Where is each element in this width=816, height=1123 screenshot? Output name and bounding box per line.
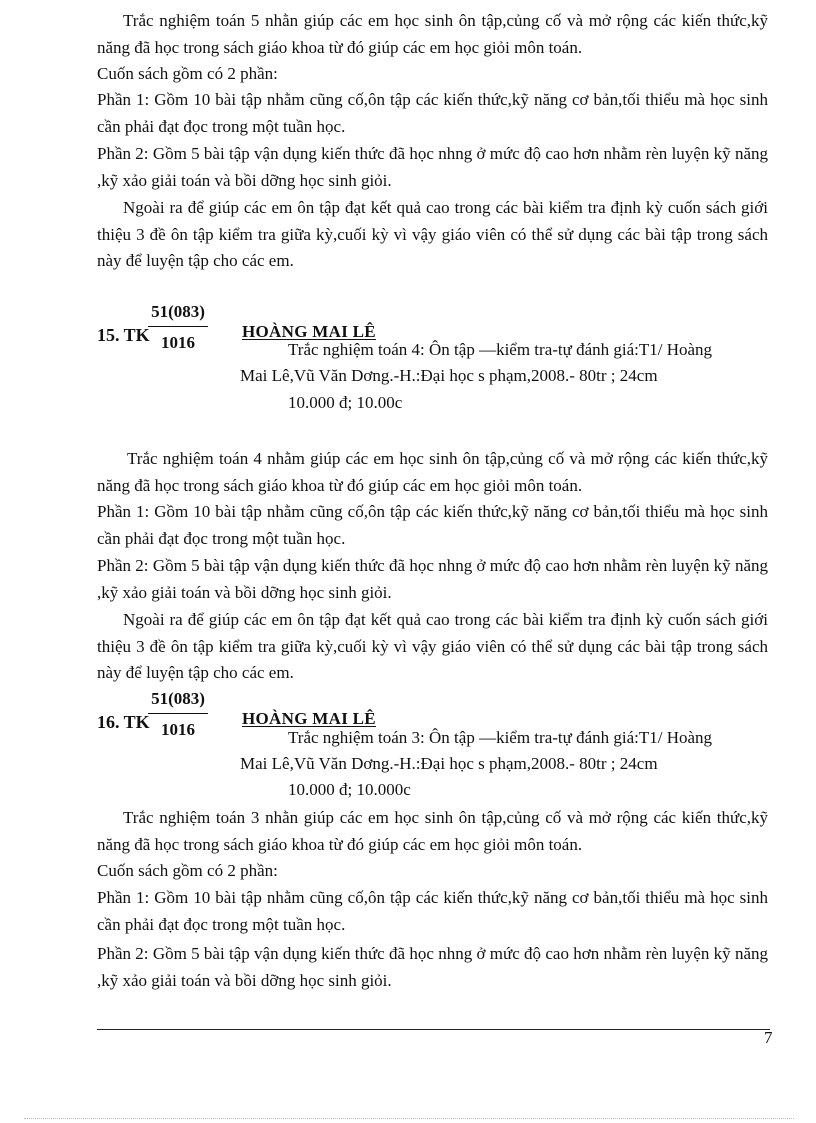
top-paragraph-parts: Cuốn sách gồm có 2 phần: [97,64,278,83]
entry-paragraph-intro: Trắc nghiệm toán 4 nhằm giúp các em học sinh ôn tập,củng cố và mở rộng các kiến thức,kỹ năng đã học trong sách giáo khoa từ đó giúp các em học giỏi môn toán. [97,449,768,495]
entry-price-line: 10.000 đ; 10.00c [288,393,403,412]
entry-title-line: Trắc nghiệm toán 4: Ôn tập —kiểm tra-tự đánh giá:T1/ Hoàng [288,340,713,359]
entry-paragraph-part2: Phần 2: Gồm 5 bài tập vận dụng kiến thức đã học nhng ở mức độ cao hơn nhằm rèn luyện kỹ năng ,kỹ xảo giải toán và bồi dỡng học sinh giỏi. [97,556,768,602]
top-paragraph-part1: Phần 1: Gồm 10 bài tập nhằm cũng cố,ôn tập các kiến thức,kỹ năng cơ bản,tối thiểu mà học sinh cần phải đạt đọc trong một tuần học. [97,90,768,136]
classification-denominator: 1016 [161,720,195,739]
entry-publisher-line: Mai Lê,Vũ Văn Dơng.-H.:Đại học s phạm,2008.- 80tr ; 24cm [240,366,658,385]
top-paragraph-extra: Ngoài ra để giúp các em ôn tập đạt kết quả cao trong các bài kiểm tra định kỳ cuốn sách giới thiệu 3 đề ôn tập kiểm tra giữa kỳ,cuối kỳ vì vậy giáo viên có thể sử dụng các bài tập trong sách này để luyện tập cho các em. [97,198,768,270]
entry-paragraph-parts: Cuốn sách gồm có 2 phần: [97,861,278,880]
entry-paragraph-extra: Ngoài ra để giúp các em ôn tập đạt kết quả cao trong các bài kiểm tra định kỳ cuốn sách giới thiệu 3 đề ôn tập kiểm tra giữa kỳ,cuối kỳ vì vậy giáo viên có thể sử dụng các bài tập trong sách này để luyện tập cho các em. [97,610,768,682]
classification-denominator: 1016 [161,333,195,352]
entry-author: HOÀNG MAI LÊ [242,322,376,341]
classification-fraction [148,689,208,740]
entry-paragraph-part1: Phần 1: Gồm 10 bài tập nhằm cũng cố,ôn tập các kiến thức,kỹ năng cơ bản,tối thiểu mà học sinh cần phải đạt đọc trong một tuần học. [97,888,768,934]
page-number: 7 [764,1028,773,1047]
entry-paragraph-part1: Phần 1: Gồm 10 bài tập nhằm cũng cố,ôn tập các kiến thức,kỹ năng cơ bản,tối thiểu mà học sinh cần phải đạt đọc trong một tuần học. [97,502,768,548]
page-bottom-dotted-edge [24,1118,794,1119]
entry-paragraph-intro: Trắc nghiệm toán 3 nhằn giúp các em học sinh ôn tập,củng cố và mở rộng các kiến thức,kỹ năng đã học trong sách giáo khoa từ đó giúp các em học giỏi môn toán. [97,808,768,854]
entry-number: 16. TK [97,712,150,732]
classification-fraction [148,302,208,353]
footer-divider [97,1029,770,1030]
classification-numerator: 51(083) [151,302,205,321]
fraction-bar [148,326,208,327]
entry-title-line: Trắc nghiệm toán 3: Ôn tập —kiểm tra-tự đánh giá:T1/ Hoàng [288,728,713,747]
entry-paragraph-part2: Phần 2: Gồm 5 bài tập vận dụng kiến thức đã học nhng ở mức độ cao hơn nhằm rèn luyện kỹ năng ,kỹ xảo giải toán và bồi dỡng học sinh giỏi. [97,944,768,990]
top-paragraph-part2: Phần 2: Gồm 5 bài tập vận dụng kiến thức đã học nhng ở mức độ cao hơn nhằm rèn luyện kỹ năng ,kỹ xảo giải toán và bồi dỡng học sinh giỏi. [97,144,768,190]
entry-price-line: 10.000 đ; 10.000c [288,780,411,799]
top-paragraph-intro: Trắc nghiệm toán 5 nhằn giúp các em học sinh ôn tập,củng cố và mở rộng các kiến thức,kỹ năng đã học trong sách giáo khoa từ đó giúp các em học giỏi môn toán. [97,11,768,57]
fraction-bar [148,713,208,714]
entry-publisher-line: Mai Lê,Vũ Văn Dơng.-H.:Đại học s phạm,2008.- 80tr ; 24cm [240,754,658,773]
entry-number: 15. TK [97,325,150,345]
classification-numerator: 51(083) [151,689,205,708]
entry-author: HOÀNG MAI LÊ [242,709,376,728]
